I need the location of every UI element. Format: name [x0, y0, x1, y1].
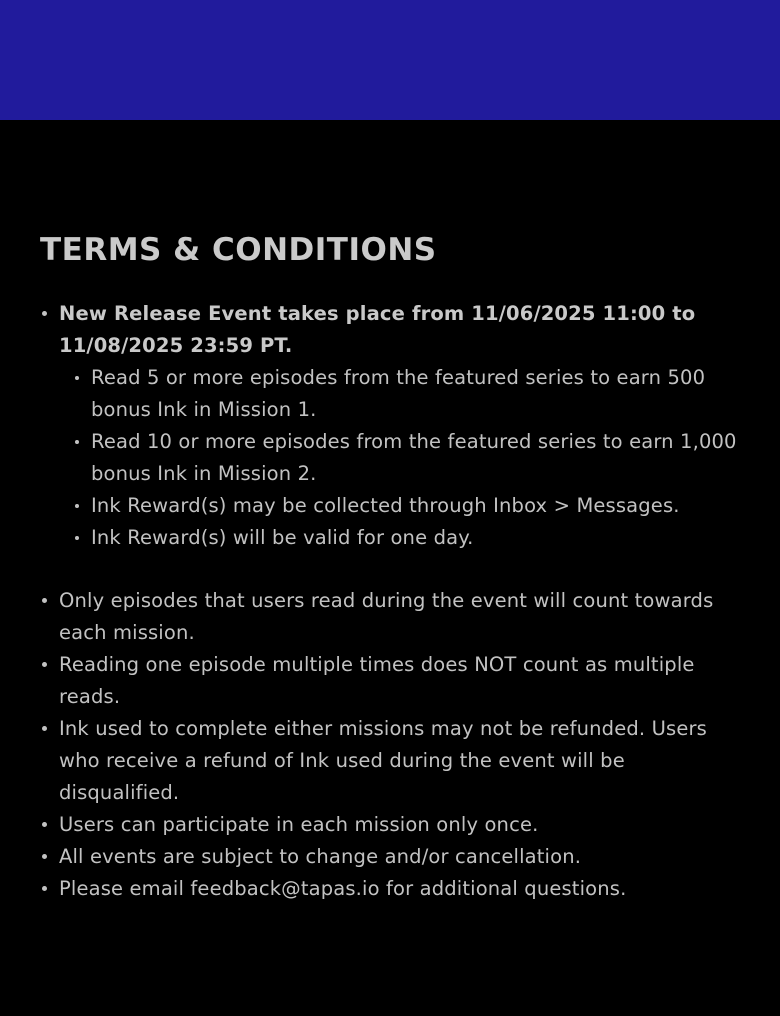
terms-subitem-text: Read 10 or more episodes from the featured series to earn 1,000 bonus Ink in Mission 2. — [91, 430, 737, 485]
terms-item-change-cancellation — [40, 841, 742, 873]
terms-item-text: New Release Event takes place from 11/06/2025 11:00 to 11/08/2025 23:59 PT. — [59, 302, 696, 357]
terms-subitem-text: Ink Reward(s) may be collected through Inbox > Messages. — [91, 494, 680, 517]
terms-subitem-reward-collection — [72, 490, 742, 522]
terms-item-contact-email — [40, 873, 742, 905]
terms-item-text: Reading one episode multiple times does NOT count as multiple reads. — [59, 653, 695, 708]
terms-item-text: All events are subject to change and/or cancellation. — [59, 845, 582, 868]
terms-item-text: Only episodes that users read during the event will count towards each mission. — [59, 589, 714, 644]
terms-sublist — [72, 362, 742, 554]
terms-list — [40, 298, 742, 905]
terms-subitem-mission-1 — [72, 362, 742, 426]
terms-subitem-reward-validity — [72, 522, 742, 554]
terms-item-text: Please email feedback@tapas.io for additional questions. — [59, 877, 627, 900]
event-banner — [0, 0, 780, 120]
terms-item-read-count — [40, 585, 742, 649]
terms-item-text: Ink used to complete either missions may not be refunded. Users who receive a refund of Ink used during the event will be disqualified. — [59, 717, 707, 804]
terms-section — [0, 230, 780, 905]
terms-subitem-mission-2 — [72, 426, 742, 490]
terms-item-event-dates — [40, 298, 742, 554]
terms-subitem-text: Read 5 or more episodes from the featured series to earn 500 bonus Ink in Mission 1. — [91, 366, 706, 421]
terms-item-refund-policy — [40, 713, 742, 809]
terms-title: TERMS & CONDITIONS — [40, 232, 437, 268]
terms-item-multiple-reads — [40, 649, 742, 713]
terms-subitem-text: Ink Reward(s) will be valid for one day. — [91, 526, 474, 549]
terms-item-participation-limit — [40, 809, 742, 841]
terms-item-text: Users can participate in each mission only once. — [59, 813, 539, 836]
